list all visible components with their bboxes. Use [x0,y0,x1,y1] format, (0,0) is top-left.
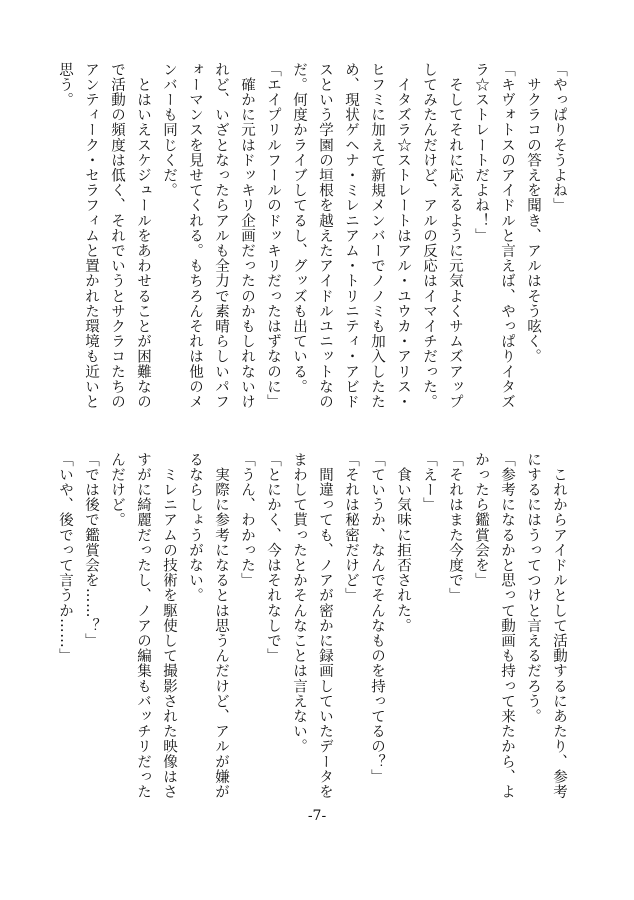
text-line: 「キヴォトスのアイドルと言えば、やっぱりイタズ [499,62,515,410]
page-number: -7- [307,808,327,824]
text-line: サクラコの答えを聞き、アルはそう呟く。 [525,62,541,364]
text-line: るならしょうがない。 [187,452,203,603]
text-line: 「参考になるかと思って動画も持って来たから、よ [499,452,515,800]
text-line: 「それは秘密だけど」 [343,452,359,603]
text-line: で活動の頻度は低く、それでいうとサクラコたちの [109,62,125,410]
text-line: 確かに元はドッキリ企画だったのかもしれないけ [239,62,255,410]
text-line: ンバーも同じくだ。 [161,62,177,198]
text-line: め、現状ゲヘナ・ミレニアム・トリニティ・アビド [343,62,359,410]
text-line: ラ☆ストレートだよね！」 [473,62,489,244]
text-line: 食い気味に拒否された。 [395,452,411,634]
text-line: だ。何度かライブしてるし、グッズも出ている。 [291,62,307,395]
text-line: 「とにかく、今はそれなしで」 [265,452,281,664]
text-line: まわして貰ったとかそんなことは言えない。 [291,452,307,754]
text-line: ォーマンスを見せてくれる。もちろんそれは他のメ [187,62,203,410]
text-line: 「ていうか、なんでそんなものを持ってるの？」 [369,452,385,785]
upper-text-block [52,62,572,410]
text-line: 「それはまた今度で」 [447,452,463,603]
text-line: 実際に参考になるとは思うんだけど、アルが嫌が [213,452,229,800]
text-line: アンティーク・セラフィムと置かれた環境も近いと [83,62,99,410]
text-line: 「えー」 [421,452,437,513]
text-line: 「エイプリルフールのドッキリだったはずなのに」 [265,62,281,410]
text-line: 「いや、後でって言うか……」 [57,452,73,664]
text-line: スという学園の垣根を越えたアイドルユニットなの [317,62,333,410]
text-line: 「うん、わかった」 [239,452,255,588]
text-line: これからアイドルとして活動するにあたり、参考 [551,452,567,800]
text-line: ミレニアムの技術を駆使して撮影された映像はさ [161,452,177,800]
text-line: ヒフミに加えて新規メンバーでノノミも加入したた [369,62,385,410]
text-line: 「やっぱりそうよね」 [551,62,567,213]
text-line: 「では後で鑑賞会を……？」 [83,452,99,649]
text-line: かったら鑑賞会を」 [473,452,489,588]
text-line: そしてそれに応えるように元気よくサムズアップ [447,62,463,410]
text-line: 思う。 [57,62,73,108]
text-line: にするにはうってつけと言えるだろう。 [525,452,541,724]
text-line: イタズラ☆ストレートはアル・ユウカ・アリス・ [395,62,411,410]
lower-text-block [52,452,572,800]
text-line: すがに綺麗だったし、ノアの編集もバッチリだった [135,452,151,800]
text-line: とはいえスケジュールをあわせることが困難なの [135,62,151,410]
text-line: んだけど。 [109,452,125,528]
text-line: れど、いざとなったらアルも全力で素晴らしいパフ [213,62,229,410]
text-line: してみたんだけど、アルの反応はイマイチだった。 [421,62,437,410]
text-line: 間違っても、ノアが密かに録画していたデータを [317,452,333,800]
